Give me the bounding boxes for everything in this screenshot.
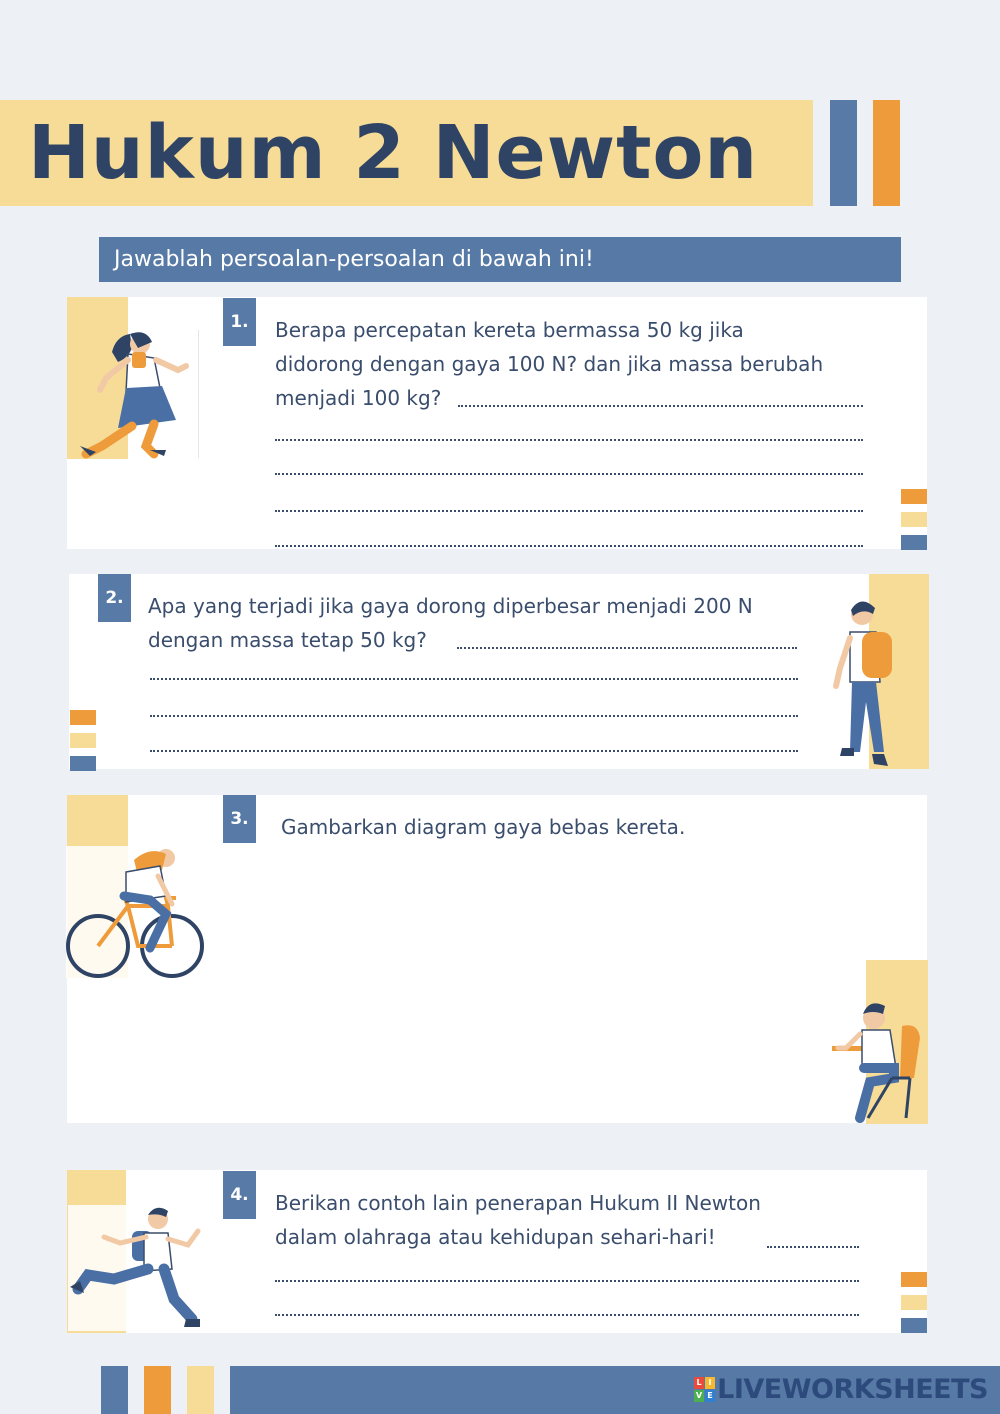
- blue-footer-bar: [101, 1366, 128, 1414]
- instruction-text: Jawablah persoalan-persoalan di bawah ini!: [114, 247, 594, 272]
- answer-line[interactable]: [275, 1280, 859, 1282]
- answer-line[interactable]: [275, 545, 863, 547]
- seated-student-icon: [832, 960, 928, 1124]
- answer-line[interactable]: [150, 715, 798, 717]
- answer-line[interactable]: [458, 405, 863, 407]
- question-number-4: 4.: [223, 1171, 256, 1219]
- brand-name[interactable]: LIVEWORKSHEETS: [717, 1374, 988, 1405]
- logo-letter: L: [694, 1377, 704, 1389]
- yellow-square: [70, 733, 96, 748]
- logo-letter: I: [705, 1377, 715, 1389]
- question-number-3: 3.: [223, 795, 256, 843]
- question-number-2: 2.: [98, 574, 131, 622]
- liveworksheets-logo-icon: [694, 1377, 716, 1403]
- answer-line[interactable]: [150, 678, 798, 680]
- walking-student-icon: [830, 598, 900, 770]
- logo-letter: E: [705, 1390, 715, 1402]
- question-text-1-line-1: Berapa percepatan kereta bermassa 50 kg jika: [275, 318, 744, 342]
- cyclist-icon: [66, 846, 206, 980]
- yellow-footer-bar: [187, 1366, 214, 1414]
- question-text-1-line-3: menjadi 100 kg?: [275, 386, 442, 410]
- answer-line[interactable]: [275, 439, 863, 441]
- logo-letter: V: [695, 1391, 703, 1400]
- answer-line[interactable]: [150, 750, 798, 752]
- answer-line[interactable]: [457, 647, 797, 649]
- yellow-square: [901, 1295, 927, 1310]
- page-title: Hukum 2 Newton: [28, 110, 759, 196]
- orange-square: [901, 489, 927, 504]
- answer-line[interactable]: [275, 473, 863, 475]
- orange-square: [70, 710, 96, 725]
- question-number-1: 1.: [223, 298, 256, 346]
- orange-footer-bar: [144, 1366, 171, 1414]
- question-text-2-line-1: Apa yang terjadi jika gaya dorong diperbesar menjadi 200 N: [148, 594, 753, 618]
- question-text-1-line-2: didorong dengan gaya 100 N? dan jika massa berubah: [275, 352, 824, 376]
- blue-accent-bar: [830, 100, 857, 206]
- divider: [198, 330, 199, 458]
- blue-square: [70, 756, 96, 771]
- blue-square: [901, 1318, 927, 1333]
- orange-accent-bar: [873, 100, 900, 206]
- question-text-4-line-2: dalam olahraga atau kehidupan sehari-hari!: [275, 1225, 716, 1249]
- answer-line[interactable]: [275, 1314, 859, 1316]
- question-text-4-line-1: Berikan contoh lain penerapan Hukum II Newton: [275, 1191, 761, 1215]
- answer-line[interactable]: [767, 1246, 859, 1248]
- running-boy-icon: [68, 1205, 208, 1333]
- orange-square: [901, 1272, 927, 1287]
- question-text-3: Gambarkan diagram gaya bebas kereta.: [281, 815, 686, 839]
- yellow-square: [901, 512, 927, 527]
- blue-square: [901, 535, 927, 550]
- answer-line[interactable]: [275, 510, 863, 512]
- running-girl-icon: [78, 326, 193, 461]
- drawing-area[interactable]: [270, 860, 820, 1110]
- question-text-2-line-2: dengan massa tetap 50 kg?: [148, 628, 427, 652]
